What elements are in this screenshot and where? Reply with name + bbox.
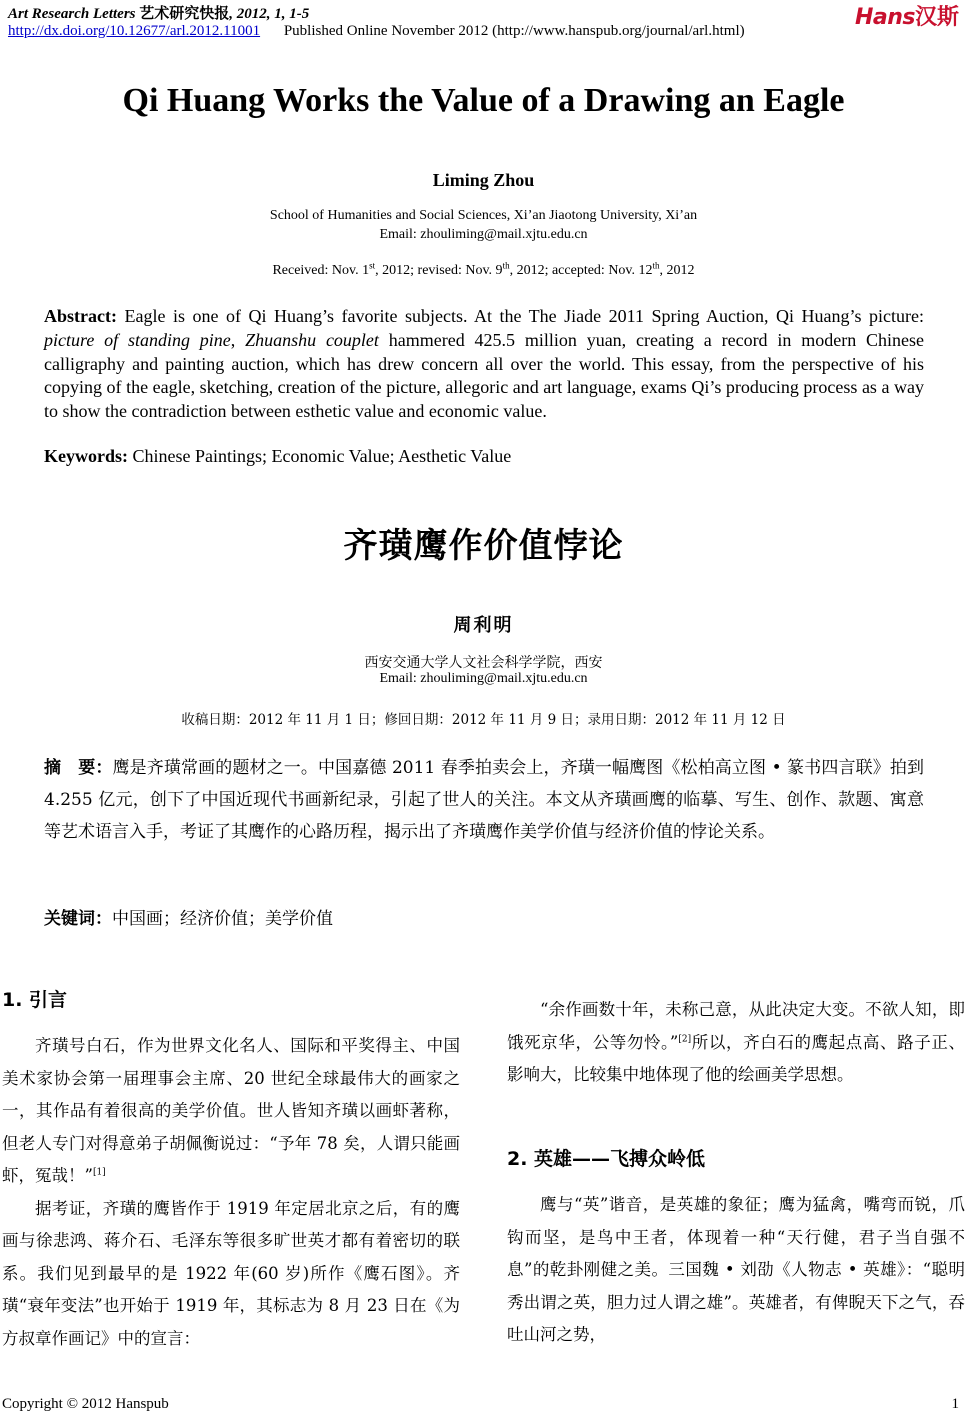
journal-header [8,2,309,23]
author-affiliation-cn: 西安交通大学人文社会科学学院，西安 [364,655,603,671]
page-number: 1 [951,1396,959,1412]
logo-cn: 汉斯 [914,5,959,30]
paragraph: 齐璜号白石，作为世界文化名人、国际和平奖得主、中国美术家协会第一届理事会主席、20 世纪全球最伟大的画家之一，其作品有着很高的美学价值。世人皆知齐璜以画虾著称，但老人专门对得意弟子胡佩衡说过：“予年 78 矣，人谓只能画虾，冤哉！”[1] [2,1036,460,1185]
logo-latin: Hans [854,5,915,30]
published-online: Published Online November 2012 (http://www.hanspub.org/journal/arl.html) [283,23,745,39]
author-email-cn: Email: zhouliming@mail.xjtu.edu.cn [379,671,588,686]
paragraph: 据考证，齐璜的鹰皆作于 1919 年定居北京之后，有的鹰画与徐悲鸿、蒋介石、毛泽东等很多旷世英才都有着密切的联系。我们见到最早的是 1922 年(60 岁)所作《鹰石图》。齐璜“衰年变法”也开始于 1919 年，其标志为 8 月 23 日在《为方叔章作画记》中的宣言： [2,1198,460,1348]
paper-title-cn: 齐璜鹰作价值悖论 [343,526,624,566]
keywords: Keywords: Chinese Paintings; Economic Value; Aesthetic Value [44,446,512,466]
body-left-column [2,1030,460,1355]
abstract-cn: 摘 要：鹰是齐璜常画的题材之一。中国嘉德 2011 春季拍卖会上，齐璜一幅鹰图《松柏高立图 • 篆书四言联》拍到 4.255 亿元，创下了中国近现代书画新纪录，引起了世人的关注。本文从齐璜画鹰的临摹、写生、创作、款题、寓意等艺术语言入手，考证了其鹰作的心路历程，揭示出了齐璜鹰作美学价值与经济价值的悖论关系。 [44,758,925,842]
paragraph: 鹰与“英”谐音，是英雄的象征；鹰为猛禽，嘴弯而锐，爪钩而坚，是鸟中王者，体现着一种“天行健，君子当自强不息”的乾卦刚健之美。三国魏 • 刘劭《人物志 • 英雄》：“聪明秀出谓之英，胆力过人谓之雄”。英雄者，有俾睨天下之气，吞吐山河之势， [507,1195,965,1344]
section-2-heading: 2. 英雄——飞搏众岭低 [507,1148,706,1170]
section-1-heading: 1. 引言 [2,989,68,1011]
abstract-label-cn: 摘 要： [44,758,113,778]
journal-name: Art Research Letters [8,6,136,22]
abstract-label: Abstract: [44,306,117,326]
hanspub-logo [855,0,959,31]
journal-volume: , 2012, 1, 1-5 [229,6,310,22]
author-affiliation: School of Humanities and Social Sciences, Xi’an Jiaotong University, Xi’an [269,208,698,223]
keywords-label: Keywords: [44,446,128,466]
journal-name-cn: 艺术研究快报 [139,6,230,22]
abstract: Abstract: Eagle is one of Qi Huang’s favorite subjects. At the The Jiade 2011 Spring Auction, Qi Huang’s picture: picture of standing pine, Zhuanshu couplet hammered 425.5 million yuan, creating a record in modern Chinese calligraphy and painting auction, which has drew concern all over the world. This essay, from the perspective of his copying of the eagle, sketching, creation of the picture, allegoric and art language, exams Qi’s producing process as a way to show the contradiction between esthetic value and economic value. [44,306,924,422]
doi-line [8,23,745,40]
author-name-cn: 周利明 [453,615,514,636]
author-email: Email: zhouliming@mail.xjtu.edu.cn [379,227,588,242]
copyright-footer: Copyright © 2012 Hanspub [2,1396,169,1412]
paragraph: “余作画数十年，未称己意，从此决定大变。不欲人知，即饿死京华，公等勿怜。”[2]所以，齐白石的鹰起点高、路子正、影响大，比较集中地体现了他的绘画美学思想。 [507,1000,966,1084]
doi-link[interactable]: http://dx.doi.org/10.12677/arl.2012.11001 [8,23,261,39]
body-right-column-continued [507,1189,965,1352]
citation-ref[interactable]: [1] [92,1167,106,1178]
keywords-cn: 关键词：中国画；经济价值；美学价值 [44,909,333,929]
body-right-column [507,994,965,1092]
citation-ref[interactable]: [2] [678,1034,692,1044]
author-name: Liming Zhou [432,170,535,190]
paper-title: Qi Huang Works the Value of a Drawing an Eagle [122,82,845,119]
received-dates: Received: Nov. 1st, 2012; revised: Nov. 9th, 2012; accepted: Nov. 12th, 2012 [272,260,695,278]
received-dates-cn: 收稿日期：2012 年 11 月 1 日；修回日期：2012 年 11 月 9 日；录用日期：2012 年 11 月 12 日 [181,712,786,728]
keywords-label-cn: 关键词： [44,909,112,929]
